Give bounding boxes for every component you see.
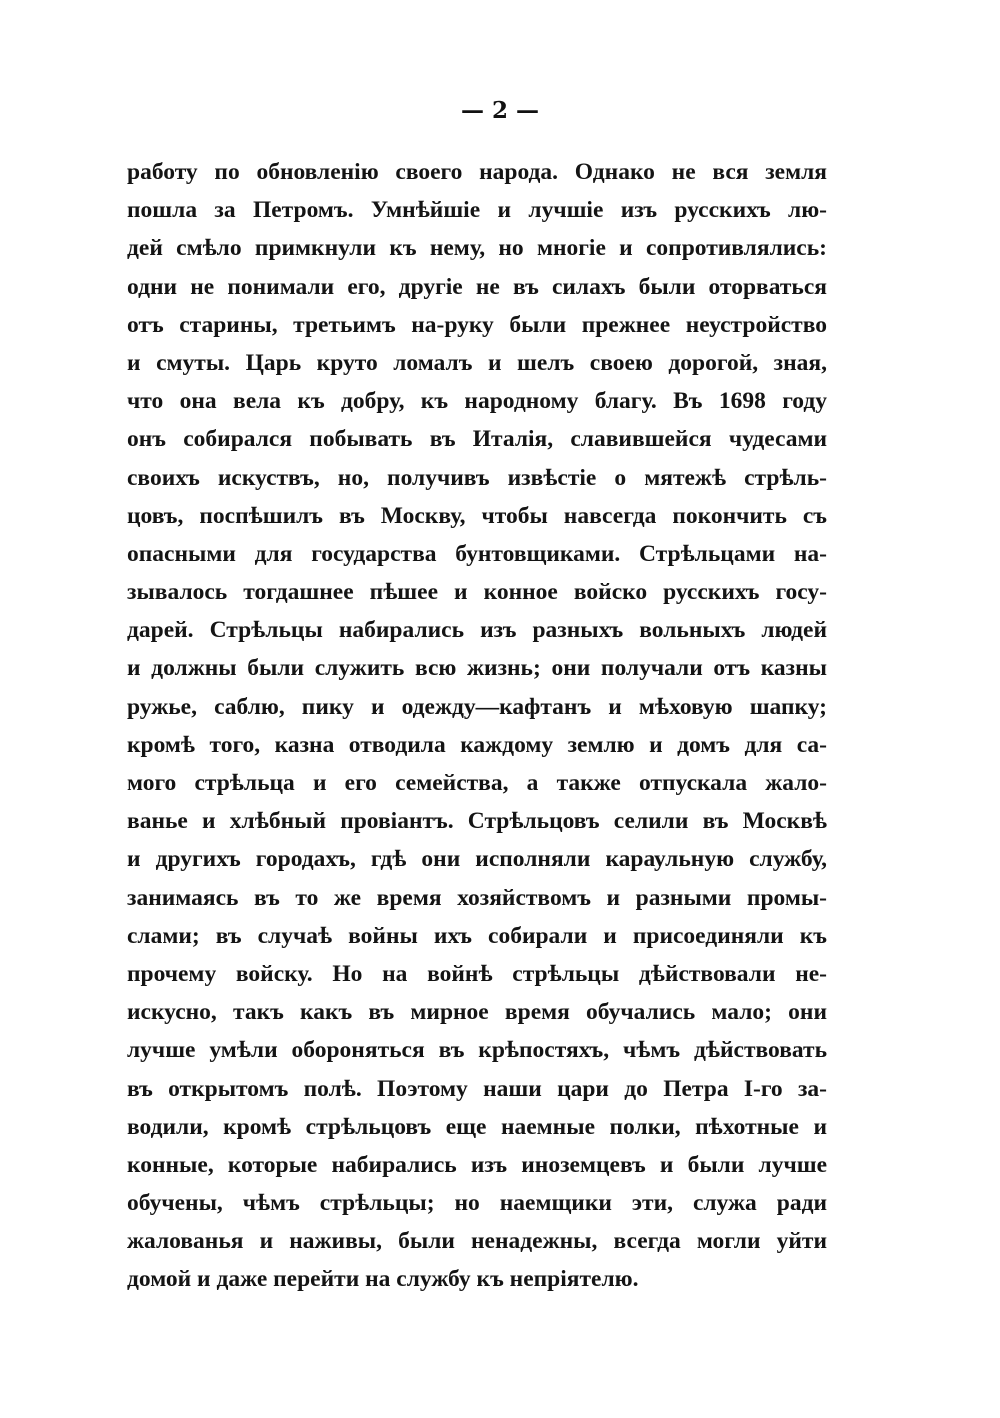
text-line: домой и даже перейти на службу къ непріятелю. [127,1266,639,1293]
text-line: своихъ искуствъ, но, получивъ извѣстіе о мятежѣ стрѣль- [127,464,827,491]
text-line: лучше умѣли обороняться въ крѣпостяхъ, чѣмъ дѣйствовать [127,1037,827,1064]
text-line: водили, кромѣ стрѣльцовъ еще наемные полки, пѣхотные и [127,1113,827,1140]
body-text [127,153,827,1299]
text-line: конные, которые набирались изъ иноземцевъ и были лучше [127,1151,827,1178]
text-line: ванье и хлѣбный провіантъ. Стрѣльцовъ селили въ Москвѣ [127,808,827,835]
text-line: ружье, саблю, пику и одежду—кафтанъ и мѣховую шапку; [127,693,827,720]
text-line: кромѣ того, казна отводила каждому землю и домъ для са- [127,731,827,758]
text-line: что она вела къ добру, къ народному благу. Въ 1698 году [127,388,827,415]
text-line: и должны были служить всю жизнь; они получали отъ казны [127,655,827,682]
text-line: мого стрѣльца и его семейства, а также отпускала жало- [127,770,827,796]
text-line: и другихъ городахъ, гдѣ они исполняли караульную службу, [127,846,827,873]
text-line: зывалось тогдашнее пѣшее и конное войско русскихъ госу- [127,579,827,606]
text-line: одни не понимали его, другіе не въ силахъ были оторваться [127,273,827,300]
text-line: дей смѣло примкнули къ нему, но многіе и сопротивлялись: [127,235,827,262]
text-line: жалованья и наживы, были ненадежны, всегда могли уйти [127,1228,827,1255]
text-line: слами; въ случаѣ войны ихъ собирали и присоединяли къ [127,922,827,949]
text-line: дарей. Стрѣльцы набирались изъ разныхъ вольныхъ людей [127,617,827,644]
text-line: прочему войску. Но на войнѣ стрѣльцы дѣйствовали не- [127,960,827,987]
page-number: — 2 — [460,97,540,124]
text-line: работу по обновленію своего народа. Однако не вся земля [127,159,827,185]
text-line: онъ собирался побывать въ Италія, славившейся чудесами [127,426,827,453]
text-line: обучены, чѣмъ стрѣльцы; но наемщики эти, служа ради [127,1190,827,1217]
text-line: въ открытомъ полѣ. Поэтому наши цари до Петра I-го за- [127,1075,827,1102]
text-line: искусно, такъ какъ въ мирное время обучались мало; они [127,999,827,1026]
text-line: пошла за Петромъ. Умнѣйшіе и лучшіе изъ русскихъ лю- [127,197,827,224]
text-line: цовъ, поспѣшилъ въ Москву, чтобы навсегда покончить съ [127,502,827,529]
text-line: опасными для государства бунтовщиками. Стрѣльцами на- [127,540,827,567]
text-line: отъ старины, третьимъ на-руку были прежнее неустройство [127,311,827,338]
text-line: и смуты. Царь круто ломалъ и шелъ своею дорогой, зная, [127,349,827,376]
text-line: занимаясь въ то же время хозяйствомъ и разными промы- [127,884,827,911]
